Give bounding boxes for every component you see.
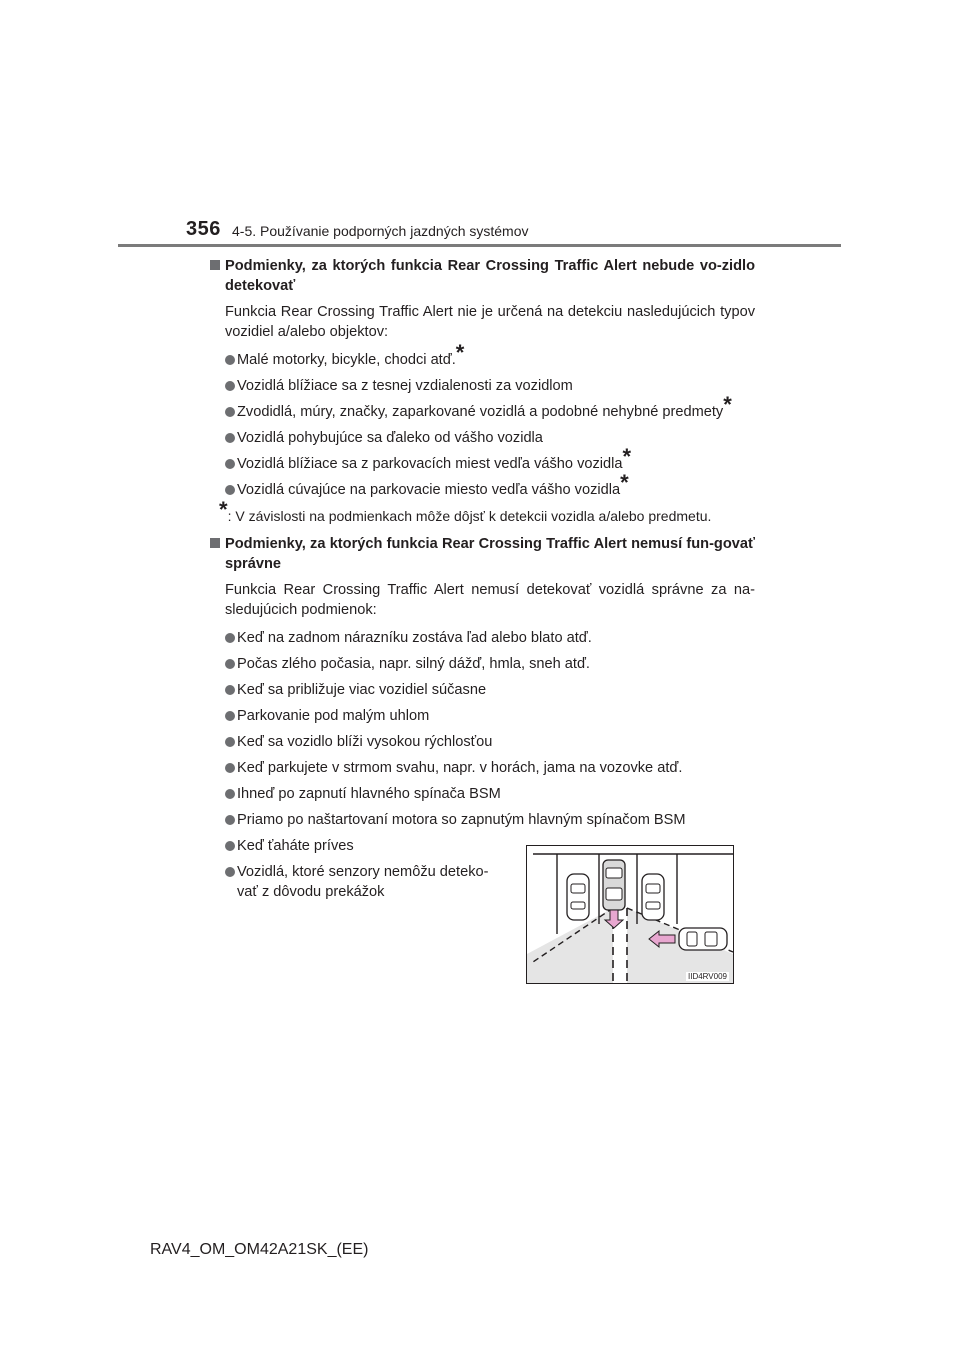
- circle-bullet-icon: [225, 433, 235, 443]
- footnote-marker: *: [620, 470, 629, 495]
- list-item: Keď na zadnom nárazníku zostáva ľad alebo blato atď.: [210, 628, 755, 648]
- parking-diagram-svg: [527, 846, 733, 983]
- page-content: [210, 256, 755, 908]
- list-item: Keď ťaháte príves: [210, 836, 755, 856]
- footnote: *: V závislosti na podmienkach môže dôjsť k detekcii vozidla a/alebo predmetu.: [219, 497, 712, 524]
- footnote-marker: *: [622, 444, 632, 469]
- circle-bullet-icon: [225, 659, 235, 669]
- parked-car-icon: [642, 874, 664, 920]
- list-item: Malé motorky, bicykle, chodci atď.*: [210, 350, 755, 370]
- footnote-marker: *: [219, 497, 228, 522]
- footnote-marker: *: [723, 392, 732, 417]
- list-item: Keď parkujete v strmom svahu, napr. v horách, jama na vozovke atď.: [210, 758, 755, 778]
- circle-bullet-icon: [225, 815, 235, 825]
- section1-intro: Funkcia Rear Crossing Traffic Alert nie je určená na detekciu nasledujúcich typov vozidiel a/alebo objektov:: [225, 304, 755, 340]
- list-item: Parkovanie pod malým uhlom: [210, 706, 755, 726]
- circle-bullet-icon: [225, 841, 235, 851]
- list-item: Vozidlá cúvajúce na parkovacie miesto vedľa vášho vozidla*: [210, 480, 755, 500]
- header-rule: [118, 244, 841, 247]
- circle-bullet-icon: [225, 355, 235, 365]
- parking-diagram: [526, 845, 734, 984]
- list-item: Vozidlá blížiace sa z tesnej vzdialenosti za vozidlom: [210, 376, 755, 396]
- section1-heading: Podmienky, za ktorých funkcia Rear Crossing Traffic Alert nebude vo-zidlo detekovať: [210, 256, 755, 296]
- figure-code: IID4RV009: [688, 972, 727, 981]
- circle-bullet-icon: [225, 407, 235, 417]
- footnote-marker: *: [455, 340, 465, 365]
- list-item: Zvodidlá, múry, značky, zaparkované vozidlá a podobné nehybné predmety*: [210, 402, 755, 422]
- approaching-car-icon: [679, 928, 727, 950]
- list-item: Priamo po naštartovaní motora so zapnutým hlavným spínačom BSM: [210, 810, 755, 830]
- list-item: Ihneď po zapnutí hlavného spínača BSM: [210, 784, 755, 804]
- parked-car-icon: [567, 874, 589, 920]
- own-car-icon: [603, 860, 625, 910]
- circle-bullet-icon: [225, 867, 235, 877]
- section2-intro: Funkcia Rear Crossing Traffic Alert nemusí detekovať vozidlá správne za na-sledujúcich podmienok:: [225, 582, 755, 618]
- square-bullet-icon: [210, 538, 220, 548]
- section2-heading: Podmienky, za ktorých funkcia Rear Crossing Traffic Alert nemusí fun-govať správne: [210, 534, 755, 574]
- page-number: 356: [186, 218, 221, 240]
- circle-bullet-icon: [225, 763, 235, 773]
- list-item: Počas zlého počasia, napr. silný dážď, hmla, sneh atď.: [210, 654, 755, 674]
- list-item: Vozidlá blížiace sa z parkovacích miest vedľa vášho vozidla*: [210, 454, 755, 474]
- square-bullet-icon: [210, 260, 220, 270]
- circle-bullet-icon: [225, 685, 235, 695]
- list-item-obstructions: Vozidlá, ktoré senzory nemôžu deteko- vať z dôvodu prekážok: [210, 862, 517, 902]
- circle-bullet-icon: [225, 737, 235, 747]
- circle-bullet-icon: [225, 789, 235, 799]
- footer-document-code: RAV4_OM_OM42A21SK_(EE): [150, 1241, 369, 1258]
- circle-bullet-icon: [225, 485, 235, 495]
- circle-bullet-icon: [225, 711, 235, 721]
- list-item: Keď sa približuje viac vozidiel súčasne: [210, 680, 755, 700]
- circle-bullet-icon: [225, 381, 235, 391]
- section-title: 4-5. Používanie podporných jazdných systémov: [232, 223, 529, 239]
- list-item: Keď sa vozidlo blíži vysokou rýchlosťou: [210, 732, 755, 752]
- circle-bullet-icon: [225, 633, 235, 643]
- circle-bullet-icon: [225, 459, 235, 469]
- list-item: Vozidlá pohybujúce sa ďaleko od vášho vozidla: [210, 428, 755, 448]
